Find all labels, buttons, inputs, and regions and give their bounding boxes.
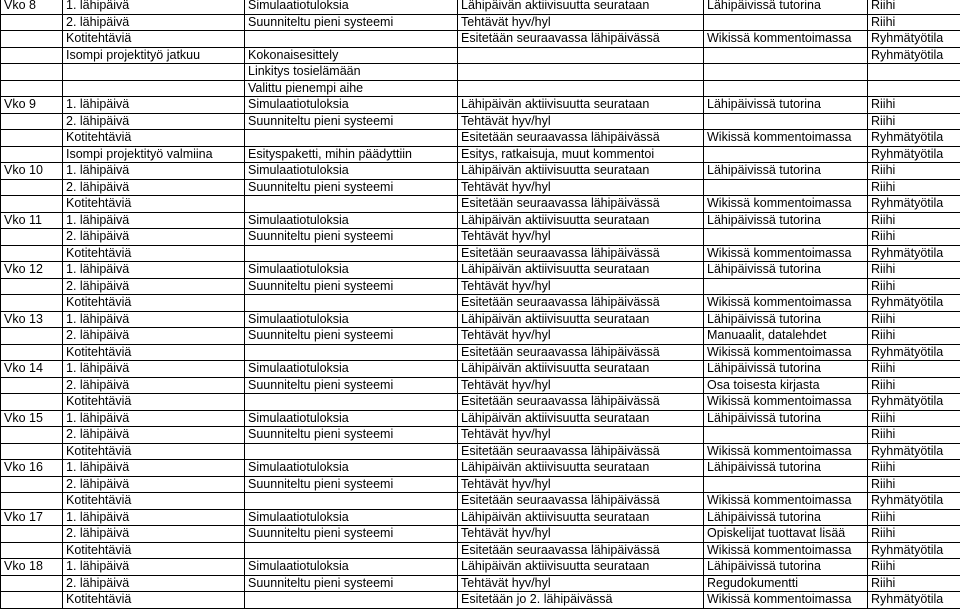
note-cell: Manuaalit, datalehdet xyxy=(704,328,868,345)
topic-cell: Suunniteltu pieni systeemi xyxy=(245,526,458,543)
note-cell xyxy=(704,47,868,64)
assessment-cell: Esitetään seuraavassa lähipäivässä xyxy=(458,344,704,361)
session-cell: 2. lähipäivä xyxy=(63,113,245,130)
session-cell: Kotitehtäviä xyxy=(63,493,245,510)
assessment-cell: Lähipäivän aktiivisuutta seurataan xyxy=(458,509,704,526)
note-cell: Lähipäivissä tutorina xyxy=(704,559,868,576)
session-cell: 1. lähipäivä xyxy=(63,0,245,14)
session-cell: Isompi projektityö jatkuu xyxy=(63,47,245,64)
topic-cell xyxy=(245,31,458,48)
week-cell xyxy=(1,443,63,460)
week-cell xyxy=(1,14,63,31)
assessment-cell: Tehtävät hyv/hyl xyxy=(458,229,704,246)
week-cell xyxy=(1,229,63,246)
week-cell: Vko 12 xyxy=(1,262,63,279)
session-cell: 1. lähipäivä xyxy=(63,559,245,576)
topic-cell: Simulaatiotuloksia xyxy=(245,509,458,526)
topic-cell xyxy=(245,245,458,262)
table-row xyxy=(1,509,960,526)
assessment-cell: Esitetään seuraavassa lähipäivässä xyxy=(458,196,704,213)
session-cell: Kotitehtäviä xyxy=(63,443,245,460)
session-cell: 2. lähipäivä xyxy=(63,229,245,246)
assessment-cell: Esitetään seuraavassa lähipäivässä xyxy=(458,394,704,411)
table-row xyxy=(1,179,960,196)
note-cell: Wikissä kommentoimassa xyxy=(704,443,868,460)
table-row xyxy=(1,146,960,163)
note-cell: Lähipäivissä tutorina xyxy=(704,262,868,279)
location-cell: Riihi xyxy=(868,476,960,493)
topic-cell xyxy=(245,592,458,609)
week-cell: Vko 11 xyxy=(1,212,63,229)
session-cell: Kotitehtäviä xyxy=(63,245,245,262)
note-cell: Lähipäivissä tutorina xyxy=(704,163,868,180)
session-cell: Isompi projektityö valmiina xyxy=(63,146,245,163)
location-cell: Riihi xyxy=(868,460,960,477)
session-cell: 1. lähipäivä xyxy=(63,509,245,526)
note-cell: Wikissä kommentoimassa xyxy=(704,196,868,213)
note-cell: Regudokumentti xyxy=(704,575,868,592)
table-row xyxy=(1,212,960,229)
table-row xyxy=(1,542,960,559)
session-cell: Kotitehtäviä xyxy=(63,542,245,559)
note-cell: Lähipäivissä tutorina xyxy=(704,311,868,328)
note-cell xyxy=(704,427,868,444)
table-row xyxy=(1,64,960,81)
location-cell: Riihi xyxy=(868,229,960,246)
week-cell: Vko 9 xyxy=(1,97,63,114)
week-cell xyxy=(1,344,63,361)
topic-cell: Suunniteltu pieni systeemi xyxy=(245,377,458,394)
assessment-cell: Esitetään seuraavassa lähipäivässä xyxy=(458,130,704,147)
assessment-cell: Tehtävät hyv/hyl xyxy=(458,113,704,130)
topic-cell: Simulaatiotuloksia xyxy=(245,212,458,229)
location-cell: Riihi xyxy=(868,311,960,328)
location-cell: Riihi xyxy=(868,97,960,114)
note-cell xyxy=(704,14,868,31)
table-row xyxy=(1,344,960,361)
table-row xyxy=(1,80,960,97)
week-cell xyxy=(1,179,63,196)
week-cell: Vko 16 xyxy=(1,460,63,477)
location-cell: Riihi xyxy=(868,361,960,378)
note-cell: Wikissä kommentoimassa xyxy=(704,295,868,312)
topic-cell: Linkitys tosielämään xyxy=(245,64,458,81)
week-cell: Vko 14 xyxy=(1,361,63,378)
topic-cell: Suunniteltu pieni systeemi xyxy=(245,179,458,196)
location-cell: Riihi xyxy=(868,278,960,295)
table-row xyxy=(1,47,960,64)
note-cell: Lähipäivissä tutorina xyxy=(704,410,868,427)
topic-cell: Simulaatiotuloksia xyxy=(245,361,458,378)
location-cell: Riihi xyxy=(868,559,960,576)
topic-cell: Simulaatiotuloksia xyxy=(245,311,458,328)
note-cell: Opiskelijat tuottavat lisää xyxy=(704,526,868,543)
table-row xyxy=(1,410,960,427)
table-row xyxy=(1,97,960,114)
note-cell: Lähipäivissä tutorina xyxy=(704,0,868,14)
week-cell xyxy=(1,295,63,312)
location-cell: Riihi xyxy=(868,509,960,526)
session-cell xyxy=(63,80,245,97)
week-cell xyxy=(1,592,63,609)
session-cell: 2. lähipäivä xyxy=(63,476,245,493)
assessment-cell: Esitys, ratkaisuja, muut kommentoi xyxy=(458,146,704,163)
topic-cell xyxy=(245,196,458,213)
table-row xyxy=(1,14,960,31)
assessment-cell: Tehtävät hyv/hyl xyxy=(458,328,704,345)
topic-cell xyxy=(245,130,458,147)
week-cell: Vko 10 xyxy=(1,163,63,180)
session-cell: 1. lähipäivä xyxy=(63,97,245,114)
table-row xyxy=(1,443,960,460)
week-cell xyxy=(1,427,63,444)
note-cell: Wikissä kommentoimassa xyxy=(704,493,868,510)
location-cell: Ryhmätyötila xyxy=(868,295,960,312)
note-cell xyxy=(704,113,868,130)
week-cell xyxy=(1,542,63,559)
assessment-cell: Lähipäivän aktiivisuutta seurataan xyxy=(458,212,704,229)
session-cell: 2. lähipäivä xyxy=(63,179,245,196)
topic-cell: Suunniteltu pieni systeemi xyxy=(245,328,458,345)
week-cell xyxy=(1,64,63,81)
assessment-cell: Lähipäivän aktiivisuutta seurataan xyxy=(458,410,704,427)
session-cell: 2. lähipäivä xyxy=(63,14,245,31)
table-row xyxy=(1,559,960,576)
week-cell: Vko 18 xyxy=(1,559,63,576)
topic-cell xyxy=(245,443,458,460)
week-cell xyxy=(1,196,63,213)
session-cell: Kotitehtäviä xyxy=(63,344,245,361)
session-cell: 1. lähipäivä xyxy=(63,163,245,180)
topic-cell: Simulaatiotuloksia xyxy=(245,460,458,477)
week-cell: Vko 13 xyxy=(1,311,63,328)
session-cell: 2. lähipäivä xyxy=(63,278,245,295)
table-row xyxy=(1,245,960,262)
session-cell: Kotitehtäviä xyxy=(63,295,245,312)
assessment-cell: Tehtävät hyv/hyl xyxy=(458,427,704,444)
location-cell: Riihi xyxy=(868,163,960,180)
assessment-cell: Lähipäivän aktiivisuutta seurataan xyxy=(458,0,704,14)
week-cell xyxy=(1,526,63,543)
week-cell xyxy=(1,80,63,97)
table-row xyxy=(1,0,960,14)
session-cell: Kotitehtäviä xyxy=(63,31,245,48)
week-cell xyxy=(1,113,63,130)
assessment-cell: Tehtävät hyv/hyl xyxy=(458,476,704,493)
assessment-cell: Tehtävät hyv/hyl xyxy=(458,278,704,295)
week-cell xyxy=(1,377,63,394)
location-cell: Riihi xyxy=(868,212,960,229)
table-row xyxy=(1,394,960,411)
note-cell: Wikissä kommentoimassa xyxy=(704,31,868,48)
location-cell: Riihi xyxy=(868,0,960,14)
session-cell: Kotitehtäviä xyxy=(63,130,245,147)
session-cell: Kotitehtäviä xyxy=(63,196,245,213)
location-cell: Riihi xyxy=(868,113,960,130)
assessment-cell: Esitetään seuraavassa lähipäivässä xyxy=(458,31,704,48)
topic-cell: Simulaatiotuloksia xyxy=(245,262,458,279)
note-cell: Lähipäivissä tutorina xyxy=(704,460,868,477)
location-cell: Ryhmätyötila xyxy=(868,443,960,460)
topic-cell: Suunniteltu pieni systeemi xyxy=(245,278,458,295)
session-cell: 2. lähipäivä xyxy=(63,377,245,394)
note-cell: Wikissä kommentoimassa xyxy=(704,542,868,559)
assessment-cell: Lähipäivän aktiivisuutta seurataan xyxy=(458,163,704,180)
session-cell: 1. lähipäivä xyxy=(63,361,245,378)
location-cell: Riihi xyxy=(868,179,960,196)
topic-cell: Simulaatiotuloksia xyxy=(245,410,458,427)
table-row xyxy=(1,196,960,213)
location-cell: Riihi xyxy=(868,427,960,444)
week-cell xyxy=(1,245,63,262)
location-cell: Riihi xyxy=(868,14,960,31)
table-row xyxy=(1,113,960,130)
note-cell: Wikissä kommentoimassa xyxy=(704,394,868,411)
assessment-cell: Esitetään seuraavassa lähipäivässä xyxy=(458,542,704,559)
location-cell: Ryhmätyötila xyxy=(868,31,960,48)
note-cell xyxy=(704,476,868,493)
assessment-cell: Tehtävät hyv/hyl xyxy=(458,526,704,543)
session-cell: 1. lähipäivä xyxy=(63,460,245,477)
location-cell: Riihi xyxy=(868,410,960,427)
week-cell xyxy=(1,394,63,411)
week-cell xyxy=(1,575,63,592)
session-cell: 1. lähipäivä xyxy=(63,262,245,279)
week-cell: Vko 8 xyxy=(1,0,63,14)
week-cell xyxy=(1,328,63,345)
assessment-cell: Lähipäivän aktiivisuutta seurataan xyxy=(458,262,704,279)
session-cell: 2. lähipäivä xyxy=(63,526,245,543)
table-row xyxy=(1,229,960,246)
session-cell: 1. lähipäivä xyxy=(63,311,245,328)
topic-cell: Esityspaketti, mihin päädyttiin xyxy=(245,146,458,163)
note-cell xyxy=(704,64,868,81)
note-cell: Lähipäivissä tutorina xyxy=(704,97,868,114)
week-cell xyxy=(1,47,63,64)
note-cell xyxy=(704,179,868,196)
location-cell: Riihi xyxy=(868,262,960,279)
assessment-cell: Lähipäivän aktiivisuutta seurataan xyxy=(458,311,704,328)
topic-cell: Suunniteltu pieni systeemi xyxy=(245,229,458,246)
schedule-table-body xyxy=(1,0,960,608)
note-cell: Wikissä kommentoimassa xyxy=(704,344,868,361)
week-cell xyxy=(1,146,63,163)
week-cell: Vko 17 xyxy=(1,509,63,526)
session-cell: 1. lähipäivä xyxy=(63,410,245,427)
location-cell: Riihi xyxy=(868,328,960,345)
table-row xyxy=(1,592,960,609)
assessment-cell: Tehtävät hyv/hyl xyxy=(458,179,704,196)
session-cell: Kotitehtäviä xyxy=(63,394,245,411)
assessment-cell: Lähipäivän aktiivisuutta seurataan xyxy=(458,361,704,378)
note-cell xyxy=(704,146,868,163)
location-cell: Ryhmätyötila xyxy=(868,493,960,510)
topic-cell xyxy=(245,295,458,312)
location-cell: Ryhmätyötila xyxy=(868,47,960,64)
topic-cell: Kokonaisesittely xyxy=(245,47,458,64)
location-cell: Ryhmätyötila xyxy=(868,146,960,163)
note-cell: Lähipäivissä tutorina xyxy=(704,361,868,378)
topic-cell xyxy=(245,493,458,510)
assessment-cell: Esitetään seuraavassa lähipäivässä xyxy=(458,443,704,460)
topic-cell: Suunniteltu pieni systeemi xyxy=(245,14,458,31)
week-cell xyxy=(1,476,63,493)
table-row xyxy=(1,163,960,180)
assessment-cell: Lähipäivän aktiivisuutta seurataan xyxy=(458,97,704,114)
assessment-cell: Tehtävät hyv/hyl xyxy=(458,575,704,592)
location-cell: Ryhmätyötila xyxy=(868,542,960,559)
topic-cell xyxy=(245,344,458,361)
table-row xyxy=(1,278,960,295)
note-cell: Lähipäivissä tutorina xyxy=(704,509,868,526)
assessment-cell: Esitetään seuraavassa lähipäivässä xyxy=(458,493,704,510)
note-cell xyxy=(704,80,868,97)
assessment-cell: Esitetään jo 2. lähipäivässä xyxy=(458,592,704,609)
topic-cell: Simulaatiotuloksia xyxy=(245,0,458,14)
table-row xyxy=(1,328,960,345)
week-cell xyxy=(1,493,63,510)
table-row xyxy=(1,31,960,48)
session-cell: 2. lähipäivä xyxy=(63,427,245,444)
topic-cell: Suunniteltu pieni systeemi xyxy=(245,476,458,493)
location-cell xyxy=(868,64,960,81)
table-row xyxy=(1,526,960,543)
topic-cell: Suunniteltu pieni systeemi xyxy=(245,427,458,444)
assessment-cell: Lähipäivän aktiivisuutta seurataan xyxy=(458,460,704,477)
note-cell: Lähipäivissä tutorina xyxy=(704,212,868,229)
table-row xyxy=(1,361,960,378)
location-cell: Ryhmätyötila xyxy=(868,245,960,262)
topic-cell xyxy=(245,394,458,411)
table-row xyxy=(1,262,960,279)
location-cell: Ryhmätyötila xyxy=(868,196,960,213)
table-row xyxy=(1,575,960,592)
topic-cell xyxy=(245,542,458,559)
assessment-cell: Lähipäivän aktiivisuutta seurataan xyxy=(458,559,704,576)
topic-cell: Suunniteltu pieni systeemi xyxy=(245,113,458,130)
note-cell: Osa toisesta kirjasta xyxy=(704,377,868,394)
table-row xyxy=(1,493,960,510)
location-cell: Riihi xyxy=(868,575,960,592)
location-cell xyxy=(868,80,960,97)
week-cell xyxy=(1,130,63,147)
table-row xyxy=(1,311,960,328)
location-cell: Riihi xyxy=(868,377,960,394)
assessment-cell: Tehtävät hyv/hyl xyxy=(458,377,704,394)
location-cell: Ryhmätyötila xyxy=(868,394,960,411)
topic-cell: Simulaatiotuloksia xyxy=(245,163,458,180)
assessment-cell: Esitetään seuraavassa lähipäivässä xyxy=(458,245,704,262)
topic-cell: Valittu pienempi aihe xyxy=(245,80,458,97)
note-cell: Wikissä kommentoimassa xyxy=(704,592,868,609)
assessment-cell: Tehtävät hyv/hyl xyxy=(458,14,704,31)
note-cell xyxy=(704,278,868,295)
location-cell: Ryhmätyötila xyxy=(868,344,960,361)
table-row xyxy=(1,377,960,394)
week-cell: Vko 15 xyxy=(1,410,63,427)
session-cell: 2. lähipäivä xyxy=(63,328,245,345)
session-cell xyxy=(63,64,245,81)
assessment-cell: Esitetään seuraavassa lähipäivässä xyxy=(458,295,704,312)
location-cell: Ryhmätyötila xyxy=(868,592,960,609)
assessment-cell xyxy=(458,47,704,64)
assessment-cell xyxy=(458,64,704,81)
session-cell: 1. lähipäivä xyxy=(63,212,245,229)
table-row xyxy=(1,130,960,147)
session-cell: Kotitehtäviä xyxy=(63,592,245,609)
topic-cell: Simulaatiotuloksia xyxy=(245,559,458,576)
table-row xyxy=(1,460,960,477)
note-cell: Wikissä kommentoimassa xyxy=(704,130,868,147)
table-row xyxy=(1,295,960,312)
session-cell: 2. lähipäivä xyxy=(63,575,245,592)
assessment-cell xyxy=(458,80,704,97)
topic-cell: Simulaatiotuloksia xyxy=(245,97,458,114)
note-cell: Wikissä kommentoimassa xyxy=(704,245,868,262)
location-cell: Ryhmätyötila xyxy=(868,130,960,147)
table-row xyxy=(1,427,960,444)
table-row xyxy=(1,476,960,493)
location-cell: Riihi xyxy=(868,526,960,543)
week-cell xyxy=(1,31,63,48)
topic-cell: Suunniteltu pieni systeemi xyxy=(245,575,458,592)
note-cell xyxy=(704,229,868,246)
week-cell xyxy=(1,278,63,295)
